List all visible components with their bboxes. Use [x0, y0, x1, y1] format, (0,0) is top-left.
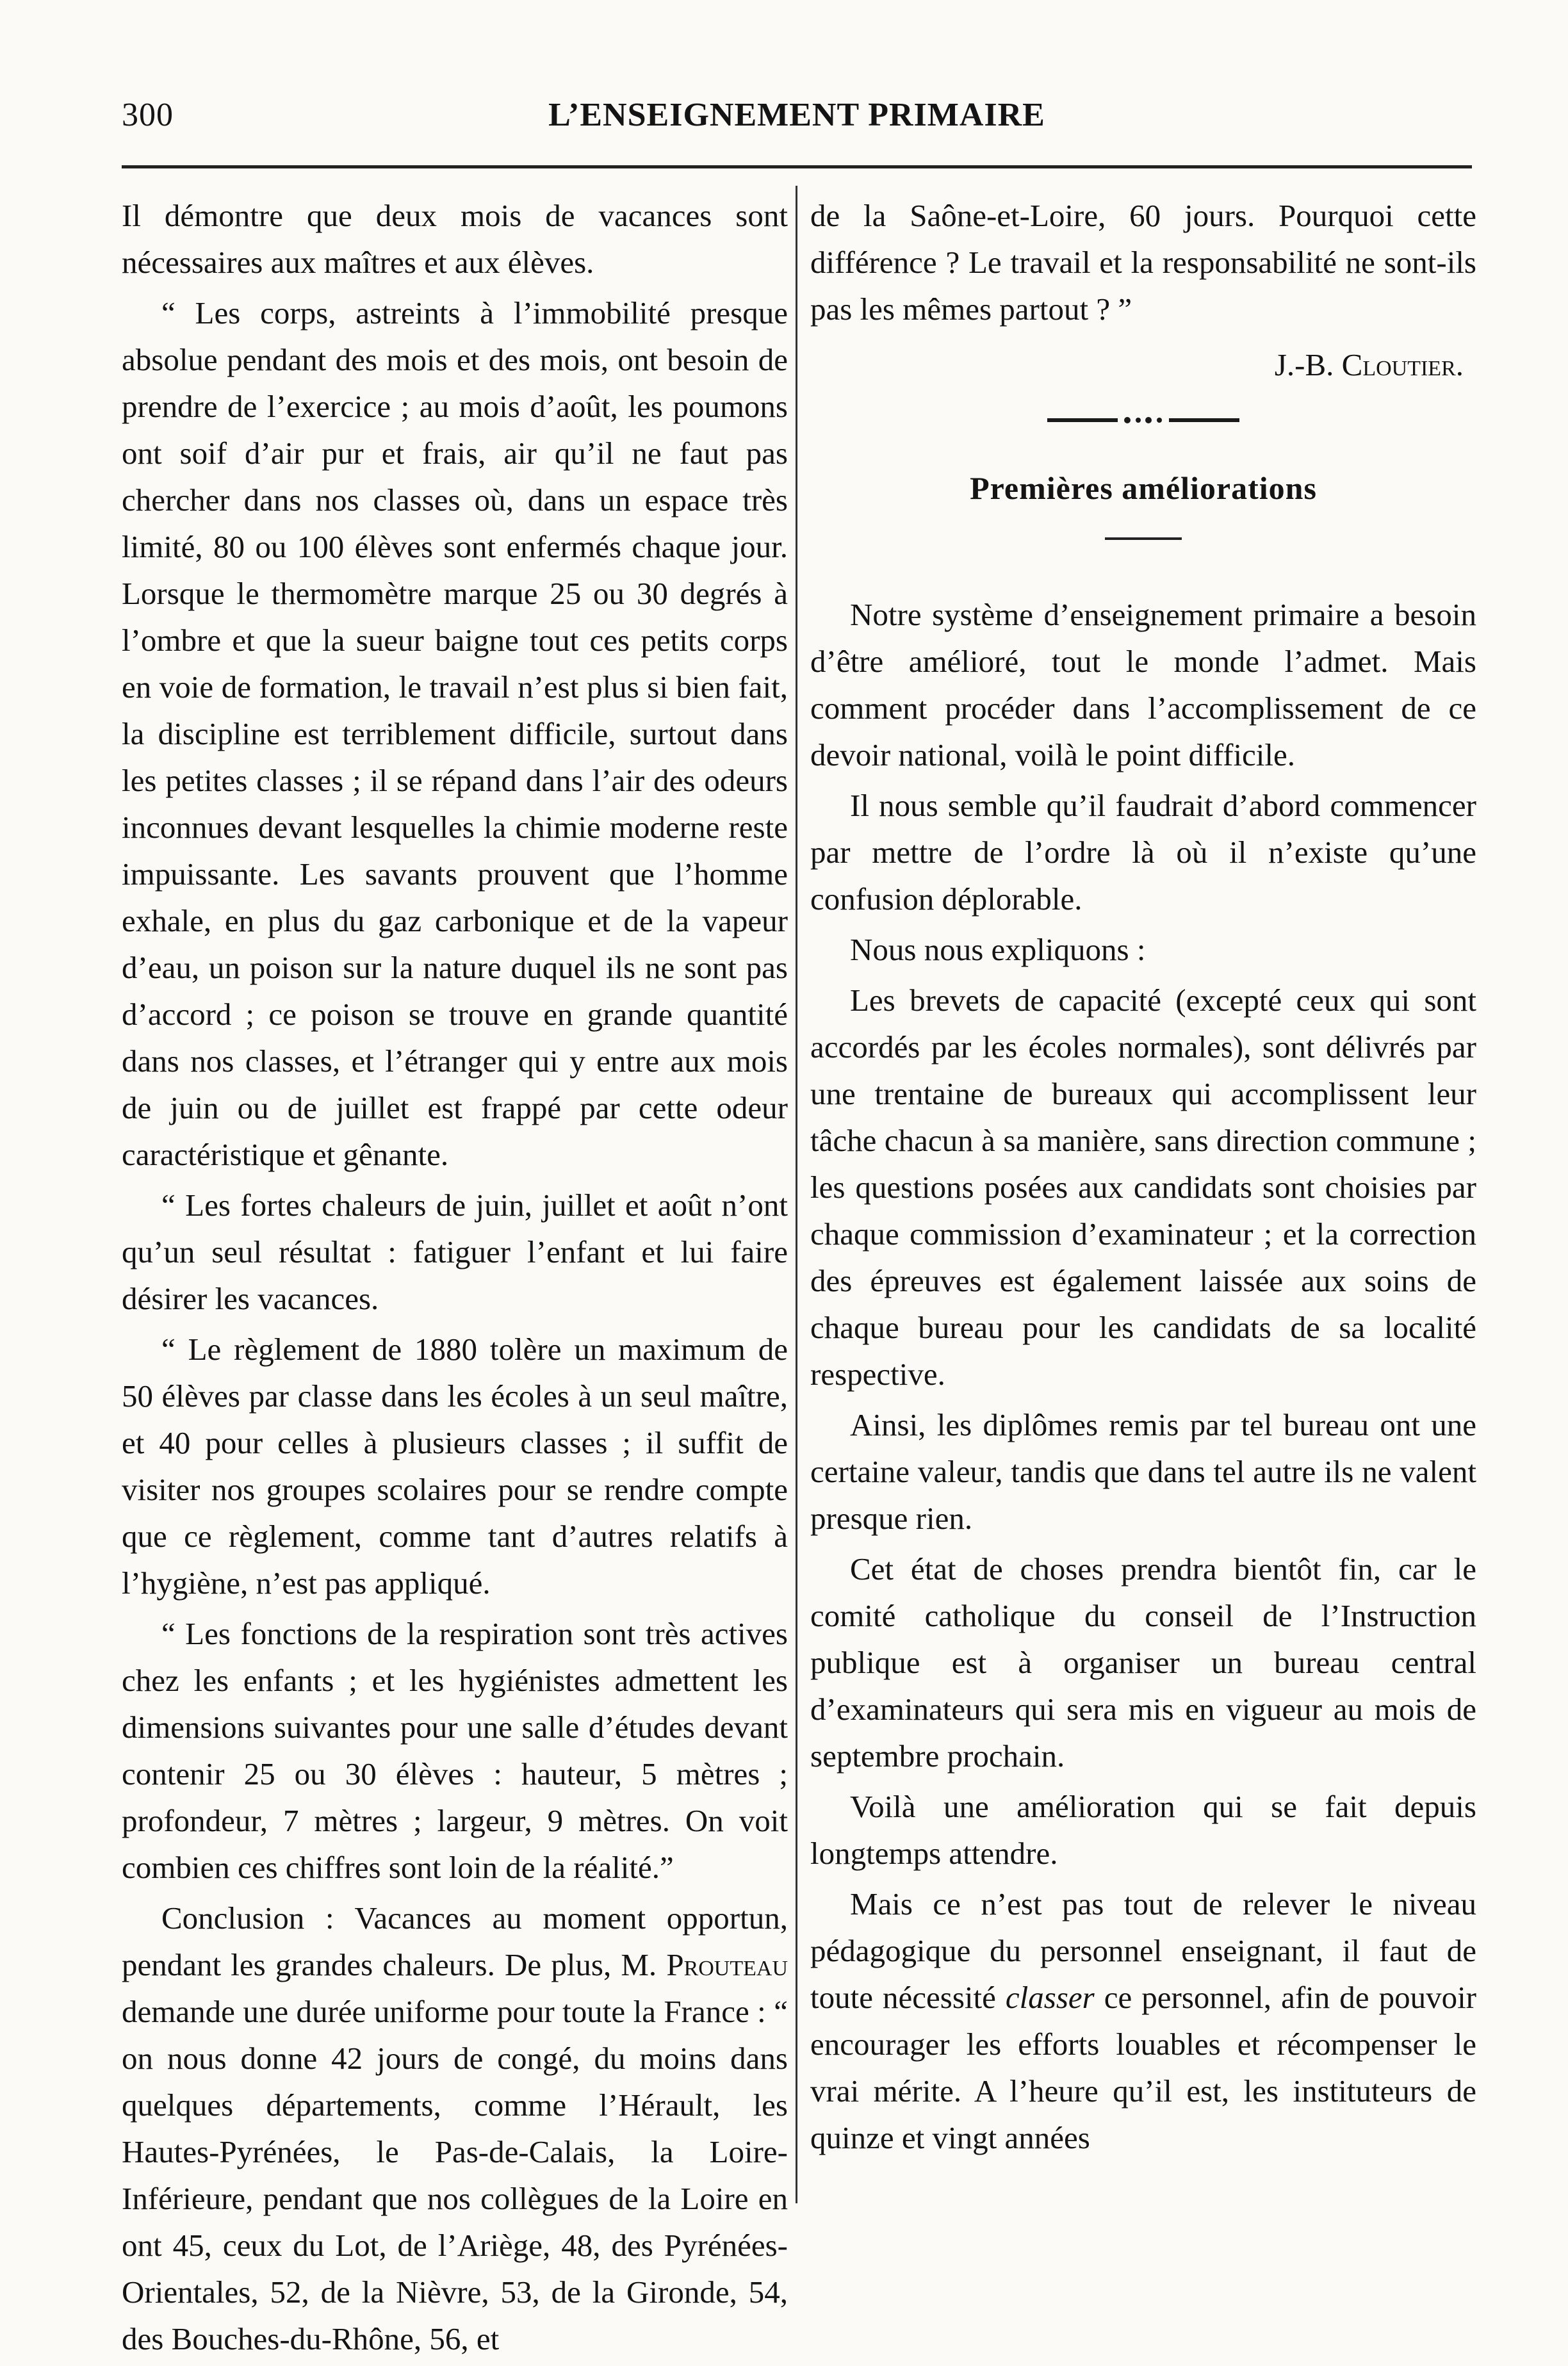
conclusion-lead: Conclusion : Vacances au moment opportun, pendant les grandes chaleurs. De plus, M.: [122, 1900, 788, 1982]
right-paragraph-4: Les brevets de capacité (excepté ceux qui sont accordés par les écoles normales), sont délivrés par une trentaine de bureaux qui accomplissent leur tâche chacun à sa manière, sans direction commune ; les questions posées aux candidats sont choisies par chaque commission d’examinateur ; et la correction des épreuves est également laissée aux soins de chaque bureau pour les candidats de sa localité respective.: [810, 983, 1476, 1392]
right-paragraph-last: [810, 1881, 1476, 2161]
conclusion-paragraph: [122, 1895, 788, 2362]
running-head: [122, 90, 1472, 141]
last-para-before: Mais ce n’est pas tout de relever le niveau pédagogique du personnel enseignant, il faut de toute nécessité: [810, 1886, 1476, 2015]
page-number: 300: [122, 97, 174, 133]
section-rule: [1105, 537, 1182, 540]
right-column: [810, 192, 1476, 2165]
left-paragraph-1: Il démontre que deux mois de vacances sont nécessaires aux maîtres et aux élèves.: [122, 198, 788, 280]
right-paragraph-3: Nous nous expliquons :: [850, 932, 1146, 967]
conclusion-rest: demande une durée uniforme pour toute la France : “ on nous donne 42 jours de congé, du moins dans quelques départements, comme l’Hérault, les Hautes-Pyrénées, le Pas-de-Calais, la Loire-Inférieure, pendant que nos collègues de la Loire en ont 45, ceux du Lot, de l’Ariège, 48, des Pyrénées-Orientales, 52, de la Nièvre, 53, de la Gironde, 54, des Bouches-du-Rhône, 56, et: [122, 1994, 788, 2356]
signature: J.-B. Cloutier.: [1274, 347, 1464, 382]
right-paragraph-5: Ainsi, les diplômes remis par tel bureau ont une certaine valeur, tandis que dans tel autre ils ne valent presque rien.: [810, 1407, 1476, 1536]
left-column: [122, 192, 788, 2366]
left-paragraph-4: “ Le règlement de 1880 tolère un maximum de 50 élèves par classe dans les écoles à un seul maître, et 40 pour celles à plusieurs classes ; il suffit de visiter nos groupes scolaires pour se rendre compte que ce règlement, comme tant d’autres relatifs à l’hygiène, n’est pas appliqué.: [122, 1332, 788, 1601]
left-paragraph-5: “ Les fonctions de la respiration sont très actives chez les enfants ; et les hygiénistes admettent les dimensions suivantes pour une salle d’études devant contenir 25 ou 30 élèves : hauteur, 5 mètres ; profondeur, 7 mètres ; largeur, 9 mètres. On voit combien ces chiffres sont loin de la réalité.”: [122, 1616, 788, 1885]
ornament-divider: [1047, 414, 1239, 427]
right-paragraph-6: Cet état de choses prendra bientôt fin, car le comité catholique du conseil de l’Instruction publique est à organiser un bureau central d’examinateurs qui sera mis en vigueur au mois de septembre prochain.: [810, 1551, 1476, 1774]
right-paragraph-1: Notre système d’enseignement primaire a besoin d’être amélioré, tout le monde l’admet. Mais comment procéder dans l’accomplissement de ce devoir national, voilà le point difficile.: [810, 597, 1476, 772]
journal-title: L’ENSEIGNEMENT PRIMAIRE: [548, 97, 1045, 133]
left-paragraph-2: “ Les corps, astreints à l’immobilité presque absolue pendant des mois et des mois, ont besoin de prendre de l’exercice ; au mois d’août, les poumons ont soif d’air pur et frais, air qu’il ne faut pas chercher dans nos classes où, dans un espace très limité, 80 ou 100 élèves sont enfermés chaque jour. Lorsque le thermomètre marque 25 ou 30 degrés à l’ombre et que la sueur baigne tout ces petits corps en voie de formation, le travail n’est plus si bien fait, la discipline est terriblement difficile, surtout dans les petites classes ; il se répand dans l’air des odeurs inconnues devant lesquelles la chimie moderne reste impuissante. Les savants prouvent que l’homme exhale, en plus du gaz carbonique et de la vapeur d’eau, un poison sur la nature duquel ils ne sont pas d’accord ; ce poison se trouve en grande quantité dans nos classes, et l’étranger qui y entre aux mois de juin ou de juillet est frappé par cette odeur caractéristique et gênante.: [122, 295, 788, 1172]
author-name-prouteau: Prouteau: [666, 1947, 788, 1982]
continuation-text: de la Saône-et-Loire, 60 jours. Pourquoi cette différence ? Le travail et la responsabilité ne sont-ils pas les mêmes partout ? ”: [810, 198, 1476, 327]
left-paragraph-3: “ Les fortes chaleurs de juin, juillet et août n’ont qu’un seul résultat : fatiguer l’enfant et lui faire désirer les vacances.: [122, 1187, 788, 1316]
last-para-after: ce personnel, afin de pouvoir encourager les efforts louables et récompenser le vrai mérite. A l’heure qu’il est, les instituteurs de quinze et vingt années: [810, 1980, 1476, 2155]
header-rule: [122, 165, 1472, 168]
right-paragraph-7: Voilà une amélioration qui se fait depuis longtemps attendre.: [810, 1789, 1476, 1871]
emphasized-word: classer: [1005, 1980, 1095, 2015]
column-divider: [796, 186, 797, 2203]
right-paragraph-2: Il nous semble qu’il faudrait d’abord commencer par mettre de l’ordre là où il n’existe qu’une confusion déplorable.: [810, 788, 1476, 917]
section-title: Premières améliorations: [970, 470, 1317, 506]
